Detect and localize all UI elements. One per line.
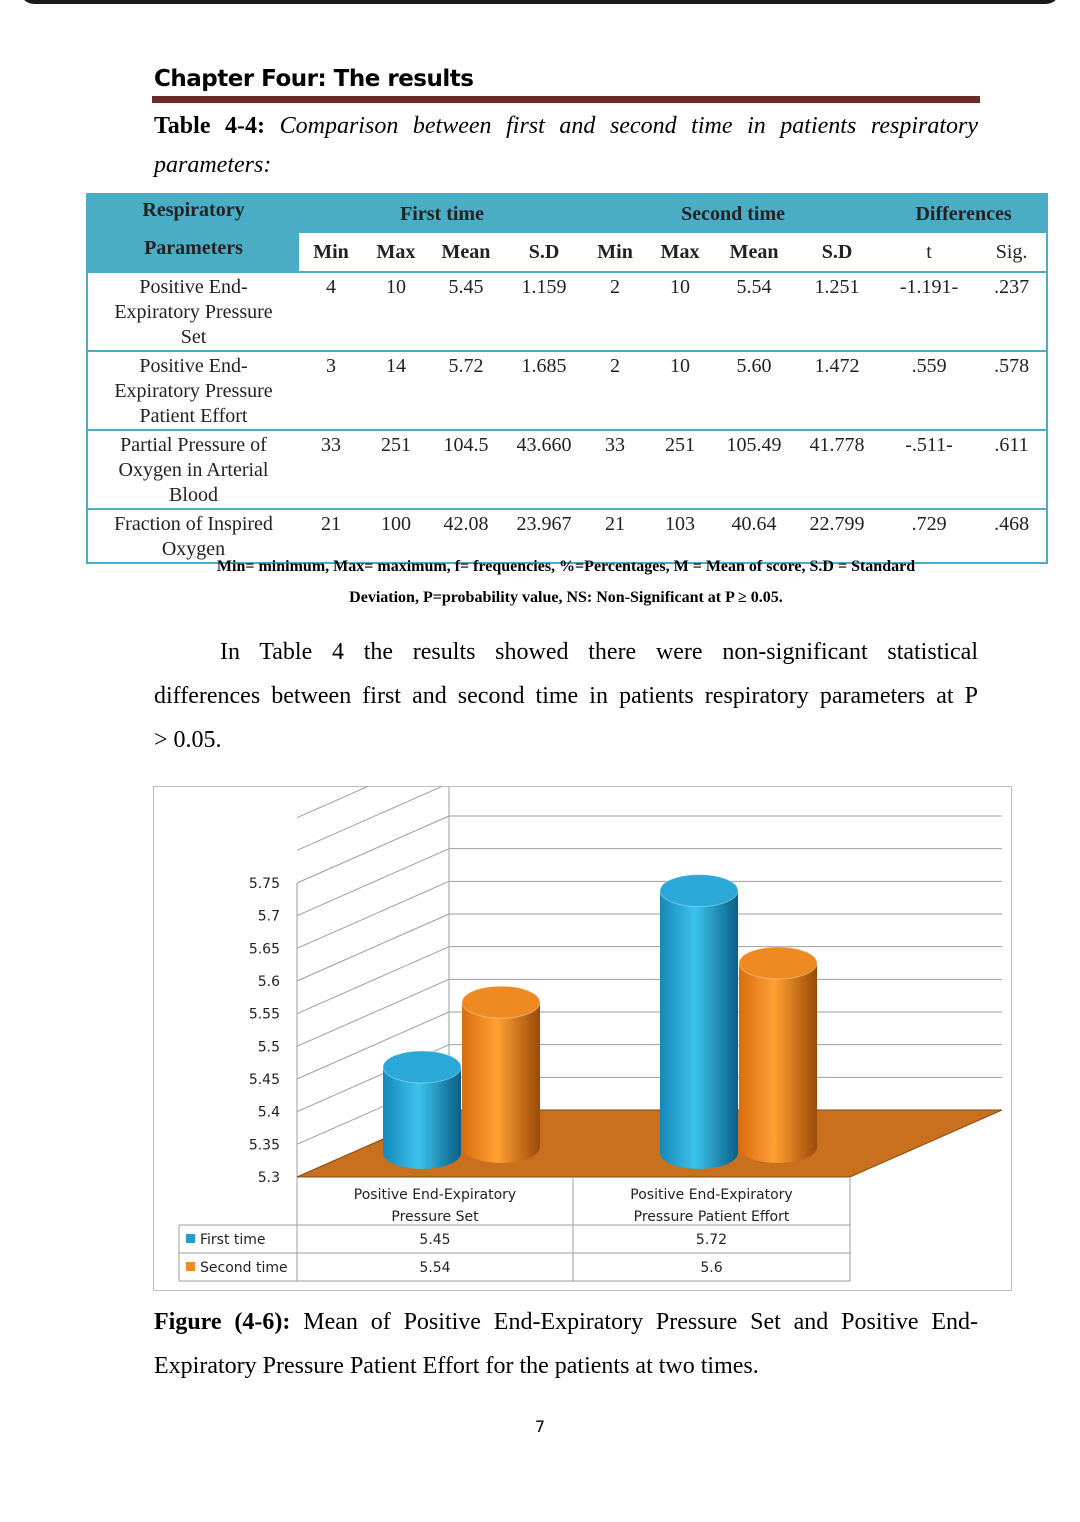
gridline-depth xyxy=(297,787,449,850)
table-cell: 1.251 xyxy=(793,272,881,351)
y-tick-label: 5.6 xyxy=(257,974,280,990)
data-value-label: 5.72 xyxy=(695,1232,728,1248)
bar-second-time xyxy=(462,986,540,1163)
chapter-rule xyxy=(152,96,980,103)
legend-swatch-second-time xyxy=(186,1262,195,1271)
bar-second-time xyxy=(739,947,817,1163)
table-note-line-1: Min= minimum, Max= maximum, f= frequencies, %=Percentages, M = Mean of score, S.D = Standard xyxy=(216,558,916,575)
parameter-name-line: Fraction of Inspired xyxy=(114,513,273,535)
data-value-label: 5.54 xyxy=(419,1260,451,1276)
y-tick-label: 5.35 xyxy=(248,1137,280,1154)
table-cell: 43.660 xyxy=(503,430,585,509)
table-cell: 33 xyxy=(585,430,645,509)
header-second-time: Second time xyxy=(585,194,881,233)
table-row xyxy=(87,272,1047,351)
table-cell: 21 xyxy=(585,509,645,563)
header-parameters xyxy=(87,194,299,272)
table-caption xyxy=(154,104,978,148)
parameter-name-cell xyxy=(87,509,299,563)
header-differences: Differences xyxy=(881,194,1047,233)
subheader-cell: Min xyxy=(585,233,645,272)
table-note-line-2: Deviation, P=probability value, NS: Non-Significant at P ≥ 0.05. xyxy=(349,589,783,606)
table-cell: 10 xyxy=(645,351,715,430)
x-category-label: Pressure Patient Effort xyxy=(633,1209,790,1225)
parameter-name-cell xyxy=(87,272,299,351)
gridline-depth xyxy=(297,849,449,916)
y-tick-label: 5.45 xyxy=(248,1072,280,1088)
table-cell: 5.45 xyxy=(429,272,503,351)
parameter-name-line: Positive End- xyxy=(139,276,248,298)
table-cell: -1.191- xyxy=(881,272,977,351)
bar-body xyxy=(462,1002,540,1163)
parameter-name-line: Patient Effort xyxy=(139,405,248,427)
gridline-depth xyxy=(297,979,449,1046)
subheader-cell: Sig. xyxy=(977,233,1047,272)
table-cell: 4 xyxy=(299,272,363,351)
table-cell: 1.685 xyxy=(503,351,585,430)
figure-caption-text-2: Expiratory Pressure Patient Effort for the patients at two times. xyxy=(154,1353,759,1379)
table-cell: 22.799 xyxy=(793,509,881,563)
table-cell: 5.72 xyxy=(429,351,503,430)
parameter-name-cell xyxy=(87,430,299,509)
table-cell: .559 xyxy=(881,351,977,430)
paragraph-line-2: differences between first and second time in patients respiratory parameters at P xyxy=(154,683,978,709)
chapter-heading: Chapter Four: The results xyxy=(154,66,474,92)
table-cell: 251 xyxy=(645,430,715,509)
table-cell: 41.778 xyxy=(793,430,881,509)
table-cell: 5.54 xyxy=(715,272,793,351)
y-tick-label: 5.4 xyxy=(257,1104,280,1121)
bar-first-time xyxy=(383,1051,461,1169)
bar-chart-svg xyxy=(154,787,1011,1290)
y-tick-label: 5.75 xyxy=(248,876,280,892)
bar-body xyxy=(739,963,817,1163)
table-cell: 42.08 xyxy=(429,509,503,563)
header-parameters-top: Respiratory xyxy=(142,199,245,221)
table-caption-text: Comparison between first and second time in patients respiratory xyxy=(279,113,978,139)
table-cell: -.511- xyxy=(881,430,977,509)
parameter-name-line: Oxygen in Arterial xyxy=(118,459,269,481)
legend-label: Second time xyxy=(200,1260,288,1276)
parameter-name-line: Blood xyxy=(169,484,218,506)
table-cell: 104.5 xyxy=(429,430,503,509)
bar-body xyxy=(660,891,738,1169)
table-cell: 14 xyxy=(363,351,429,430)
header-first-time: First time xyxy=(299,194,585,233)
bar-chart xyxy=(153,786,1012,1291)
table-caption-continued: parameters: xyxy=(154,152,272,178)
table-cell: .729 xyxy=(881,509,977,563)
gridline-depth xyxy=(297,816,449,883)
gridline-depth xyxy=(297,947,449,1014)
header-parameters-bottom: Parameters xyxy=(144,237,243,259)
table-cell: .468 xyxy=(977,509,1047,563)
paragraph-line-1: In Table 4 the results showed there were non-significant statistical xyxy=(220,639,978,665)
page-number: 7 xyxy=(534,1417,546,1436)
table-cell: 2 xyxy=(585,351,645,430)
table-row xyxy=(87,351,1047,430)
top-border xyxy=(20,0,1060,4)
subheader-cell: Mean xyxy=(715,233,793,272)
x-category-label: Positive End-Expiratory xyxy=(353,1187,517,1203)
table-cell: 10 xyxy=(645,272,715,351)
parameter-name-line: Partial Pressure of xyxy=(120,434,267,456)
table-cell: .611 xyxy=(977,430,1047,509)
figure-caption xyxy=(154,1300,978,1344)
subheader-cell: Max xyxy=(645,233,715,272)
table-cell: 251 xyxy=(363,430,429,509)
table-cell: 1.472 xyxy=(793,351,881,430)
subheader-cell: Min xyxy=(299,233,363,272)
figure-caption-text-1: Mean of Positive End-Expiratory Pressure Set and Positive End- xyxy=(303,1309,978,1335)
data-value-label: 5.6 xyxy=(700,1260,723,1276)
table-cell: 40.64 xyxy=(715,509,793,563)
gridline-depth xyxy=(297,881,449,948)
bar-top xyxy=(383,1051,461,1083)
table-cell: 10 xyxy=(363,272,429,351)
parameter-name-line: Positive End- xyxy=(139,355,248,377)
x-category-label: Positive End-Expiratory xyxy=(630,1187,793,1203)
table-cell: 21 xyxy=(299,509,363,563)
bar-top xyxy=(739,947,817,979)
subheader-cell: S.D xyxy=(793,233,881,272)
legend-swatch-first-time xyxy=(186,1234,195,1243)
table-cell: 5.60 xyxy=(715,351,793,430)
subheader-cell: Max xyxy=(363,233,429,272)
table-cell: .237 xyxy=(977,272,1047,351)
parameter-name-line: Set xyxy=(180,326,207,348)
paragraph-line-3: > 0.05. xyxy=(154,727,222,753)
y-tick-label: 5.7 xyxy=(257,908,280,925)
y-tick-label: 5.55 xyxy=(248,1006,280,1023)
table-cell: 1.159 xyxy=(503,272,585,351)
legend-label: First time xyxy=(200,1232,266,1248)
parameter-name-line: Expiratory Pressure xyxy=(114,380,273,402)
table-cell: .578 xyxy=(977,351,1047,430)
y-tick-label: 5.3 xyxy=(257,1170,280,1186)
table-row xyxy=(87,430,1047,509)
data-value-label: 5.45 xyxy=(419,1232,451,1248)
table-cell: 103 xyxy=(645,509,715,563)
table-row xyxy=(87,509,1047,563)
bar-top xyxy=(660,875,738,907)
results-table xyxy=(86,193,1048,564)
bar-top xyxy=(462,986,540,1018)
subheader-cell: S.D xyxy=(503,233,585,272)
table-cell: 3 xyxy=(299,351,363,430)
table-cell: 100 xyxy=(363,509,429,563)
y-tick-label: 5.5 xyxy=(257,1039,280,1056)
x-category-label: Pressure Set xyxy=(391,1209,479,1225)
figure-caption-label: Figure (4-6): xyxy=(154,1309,291,1335)
parameter-name-cell xyxy=(87,351,299,430)
table-cell: 2 xyxy=(585,272,645,351)
parameter-name-line: Expiratory Pressure xyxy=(114,301,273,323)
y-tick-label: 5.65 xyxy=(248,941,280,958)
gridline-depth xyxy=(297,787,449,818)
table-cell: 33 xyxy=(299,430,363,509)
gridline-depth xyxy=(297,914,449,981)
subheader-cell: t xyxy=(881,233,977,272)
table-caption-label: Table 4-4: xyxy=(154,113,266,139)
subheader-cell: Mean xyxy=(429,233,503,272)
table-cell: 105.49 xyxy=(715,430,793,509)
parameter-name-line: Oxygen xyxy=(161,538,226,560)
table-cell: 23.967 xyxy=(503,509,585,563)
bar-first-time xyxy=(660,875,738,1169)
